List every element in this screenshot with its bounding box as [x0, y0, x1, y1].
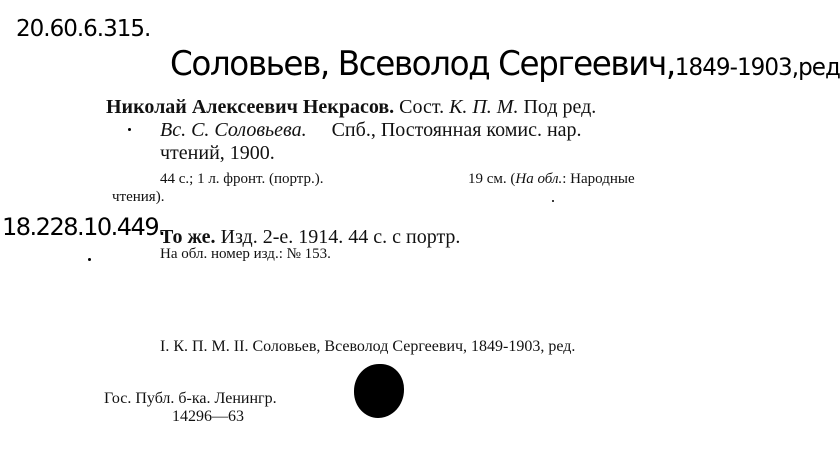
publisher: Спб., Постоянная комис. нар.	[331, 119, 582, 141]
cover-label: На обл.	[515, 171, 563, 187]
editor: Вс. С. Соловьева.	[160, 119, 307, 141]
cover-note-open: (	[510, 171, 516, 187]
library-code: 14296—63	[172, 408, 244, 425]
same-label: То же.	[160, 226, 216, 248]
size-and-note	[468, 171, 635, 188]
title-line-2	[160, 119, 582, 142]
edited-by-label: Под ред.	[523, 96, 597, 118]
shelf-mark-second: 18.228.10.449.	[2, 213, 165, 241]
collation-continued: чтения).	[112, 189, 165, 205]
library-name: Гос. Публ. б-ка. Ленингр.	[104, 390, 277, 407]
collation: 44 с.; 1 л. фронт. (портр.).	[160, 171, 324, 187]
tracings: I. К. П. М. II. Соловьев, Всеволод Сергеевич, 1849-1903, ред.	[160, 338, 576, 355]
same-text: Изд. 2-е. 1914. 44 с. с портр.	[220, 226, 461, 248]
shelf-mark-top: 20.60.6.315.	[16, 16, 151, 42]
same-edition-note: На обл. номер изд.: № 153.	[160, 246, 331, 262]
ink-speck	[88, 258, 91, 261]
heading-dates: 1849-1903,ред	[674, 53, 840, 81]
heading-name-text: Соловьев, Всеволод Сергеевич,	[170, 44, 675, 84]
punch-hole	[354, 364, 404, 418]
title-line-1	[106, 96, 596, 119]
compiler: К. П. М.	[449, 96, 519, 118]
ink-speck	[552, 200, 554, 202]
ink-speck	[128, 128, 131, 131]
publisher-continued: чтений, 1900.	[160, 142, 275, 164]
main-author: Николай Алексеевич Некрасов.	[106, 96, 395, 118]
compiled-by-label: Сост.	[399, 96, 445, 118]
heading-name	[170, 44, 840, 84]
size: 19 см.	[468, 171, 507, 187]
cover-note-text: : Народные	[562, 171, 635, 187]
